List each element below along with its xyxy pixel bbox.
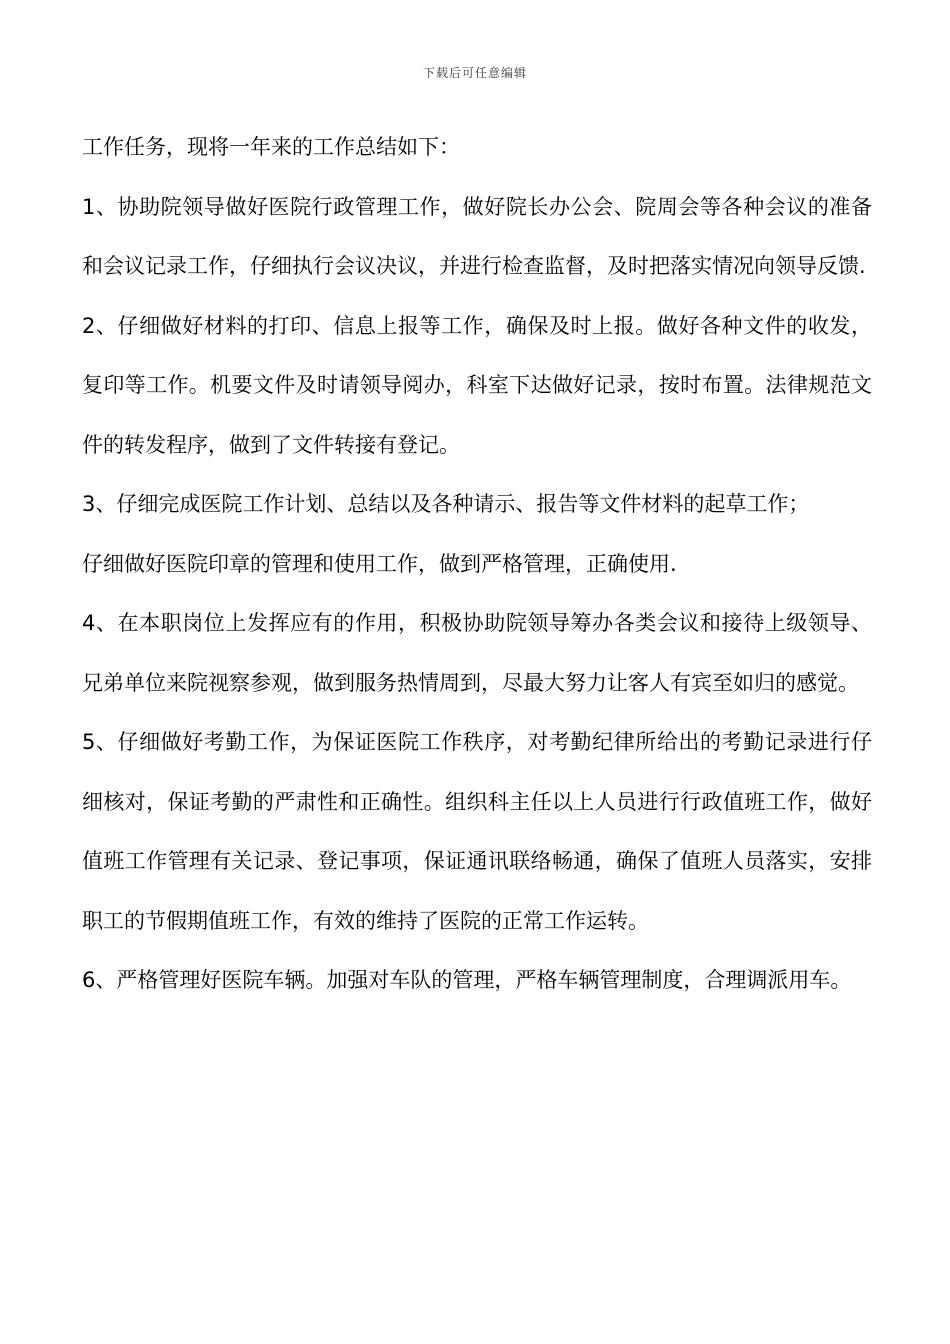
paragraph-item-2: 2、仔细做好材料的打印、信息上报等工作，确保及时上报。做好各种文件的收发，复印等工作。机要文件及时请领导阅办，科室下达做好记录，按时布置。法律规范文件的转发程序，做到了文件转接有登记。 xyxy=(82,313,872,457)
paragraph-item-3: 3、仔细完成医院工作计划、总结以及各种请示、报告等文件材料的起草工作； xyxy=(82,492,810,516)
paragraph-item-4: 4、在本职岗位上发挥应有的作用，积极协助院领导筹办各类会议和接待上级领导、兄弟单位来院视察参观，做到服务热情周到，尽最大努力让客人有宾至如归的感觉。 xyxy=(82,611,872,695)
paragraph-item-5: 5、仔细做好考勤工作，为保证医院工作秩序，对考勤纪律所给出的考勤记录进行仔细核对，保证考勤的严肃性和正确性。组织科主任以上人员进行行政值班工作，做好值班工作管理有关记录、登记事项，保证通讯联络畅通，确保了值班人员落实，安排职工的节假期值班工作，有效的维持了医院的正常工作运转。 xyxy=(82,730,872,933)
paragraph-intro: 工作任务，现将一年来的工作总结如下： xyxy=(82,135,460,159)
header-note: 下载后可任意编辑 xyxy=(422,66,527,80)
paragraph-item-3-continued: 仔细做好医院印章的管理和使用工作，做到严格管理，正确使用. xyxy=(82,551,677,576)
document-body xyxy=(82,118,872,1011)
paragraph-item-1: 1、协助院领导做好医院行政管理工作，做好院长办公会、院周会等各种会议的准备和会议记录工作，仔细执行会议决议，并进行检查监督，及时把落实情况向领导反馈. xyxy=(82,194,872,278)
paragraph-item-6: 6、严格管理好医院车辆。加强对车队的管理，严格车辆管理制度，合理调派用车。 xyxy=(82,968,852,992)
